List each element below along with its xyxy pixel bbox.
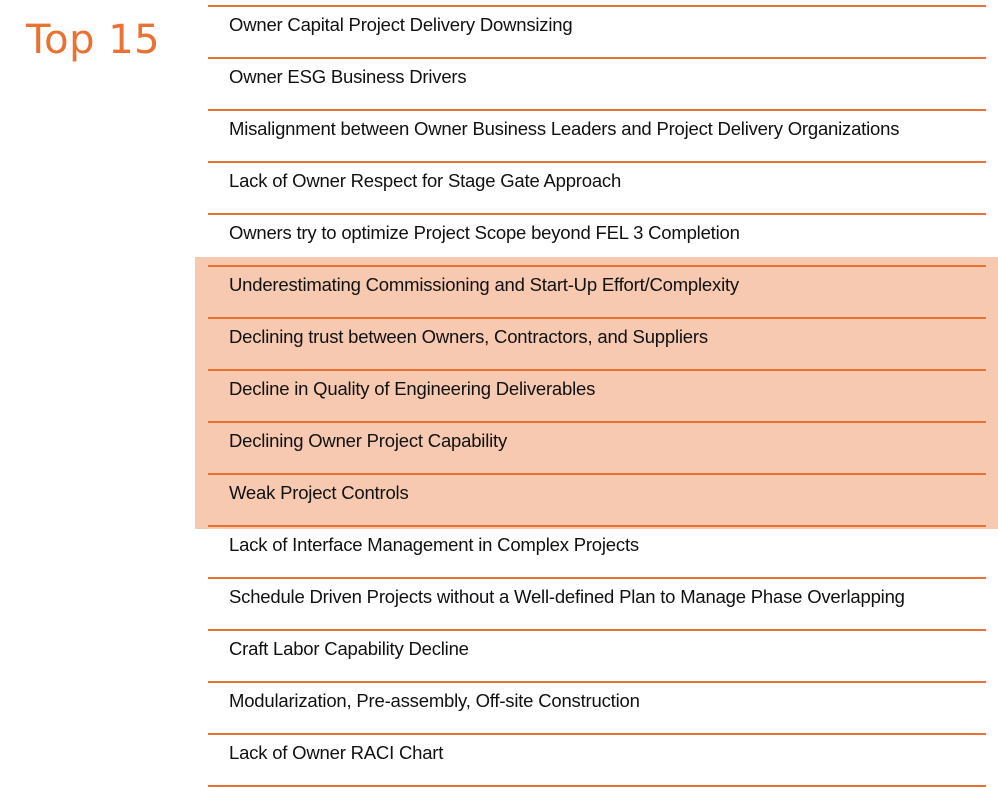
list-item — [208, 59, 986, 111]
list-item-label: Schedule Driven Projects without a Well-defined Plan to Manage Phase Overlapping — [229, 586, 905, 607]
list-item — [208, 267, 986, 319]
list-item — [208, 475, 986, 527]
list-item — [208, 7, 986, 59]
list-item — [208, 215, 986, 267]
list-item-label: Lack of Interface Management in Complex Projects — [229, 534, 639, 555]
list-item — [208, 735, 986, 787]
list-item-label: Decline in Quality of Engineering Deliverables — [229, 378, 596, 399]
challenge-list — [208, 5, 986, 787]
list-item — [208, 423, 986, 475]
page-title: Top 15 — [26, 17, 161, 63]
list-item-label: Underestimating Commissioning and Start-Up Effort/Complexity — [229, 274, 739, 295]
list-item — [208, 631, 986, 683]
list-item — [208, 111, 986, 163]
list-item-label: Misalignment between Owner Business Leaders and Project Delivery Organizations — [229, 118, 900, 139]
list-item — [208, 579, 986, 631]
list-item-label: Weak Project Controls — [229, 482, 409, 503]
list-item — [208, 319, 986, 371]
list-item-label: Owner Capital Project Delivery Downsizing — [229, 14, 573, 35]
list-item-label: Owners try to optimize Project Scope beyond FEL 3 Completion — [229, 222, 740, 243]
list-item — [208, 163, 986, 215]
list-item-label: Lack of Owner RACI Chart — [229, 742, 444, 763]
list-item-label: Craft Labor Capability Decline — [229, 638, 469, 659]
list-item-label: Declining Owner Project Capability — [229, 430, 508, 451]
list-item-label: Modularization, Pre-assembly, Off-site Construction — [229, 690, 640, 711]
list-item-label: Owner ESG Business Drivers — [229, 66, 467, 87]
list-item — [208, 527, 986, 579]
list-item — [208, 371, 986, 423]
list-item-label: Lack of Owner Respect for Stage Gate Approach — [229, 170, 622, 191]
list-item — [208, 683, 986, 735]
list-item-label: Declining trust between Owners, Contractors, and Suppliers — [229, 326, 708, 347]
